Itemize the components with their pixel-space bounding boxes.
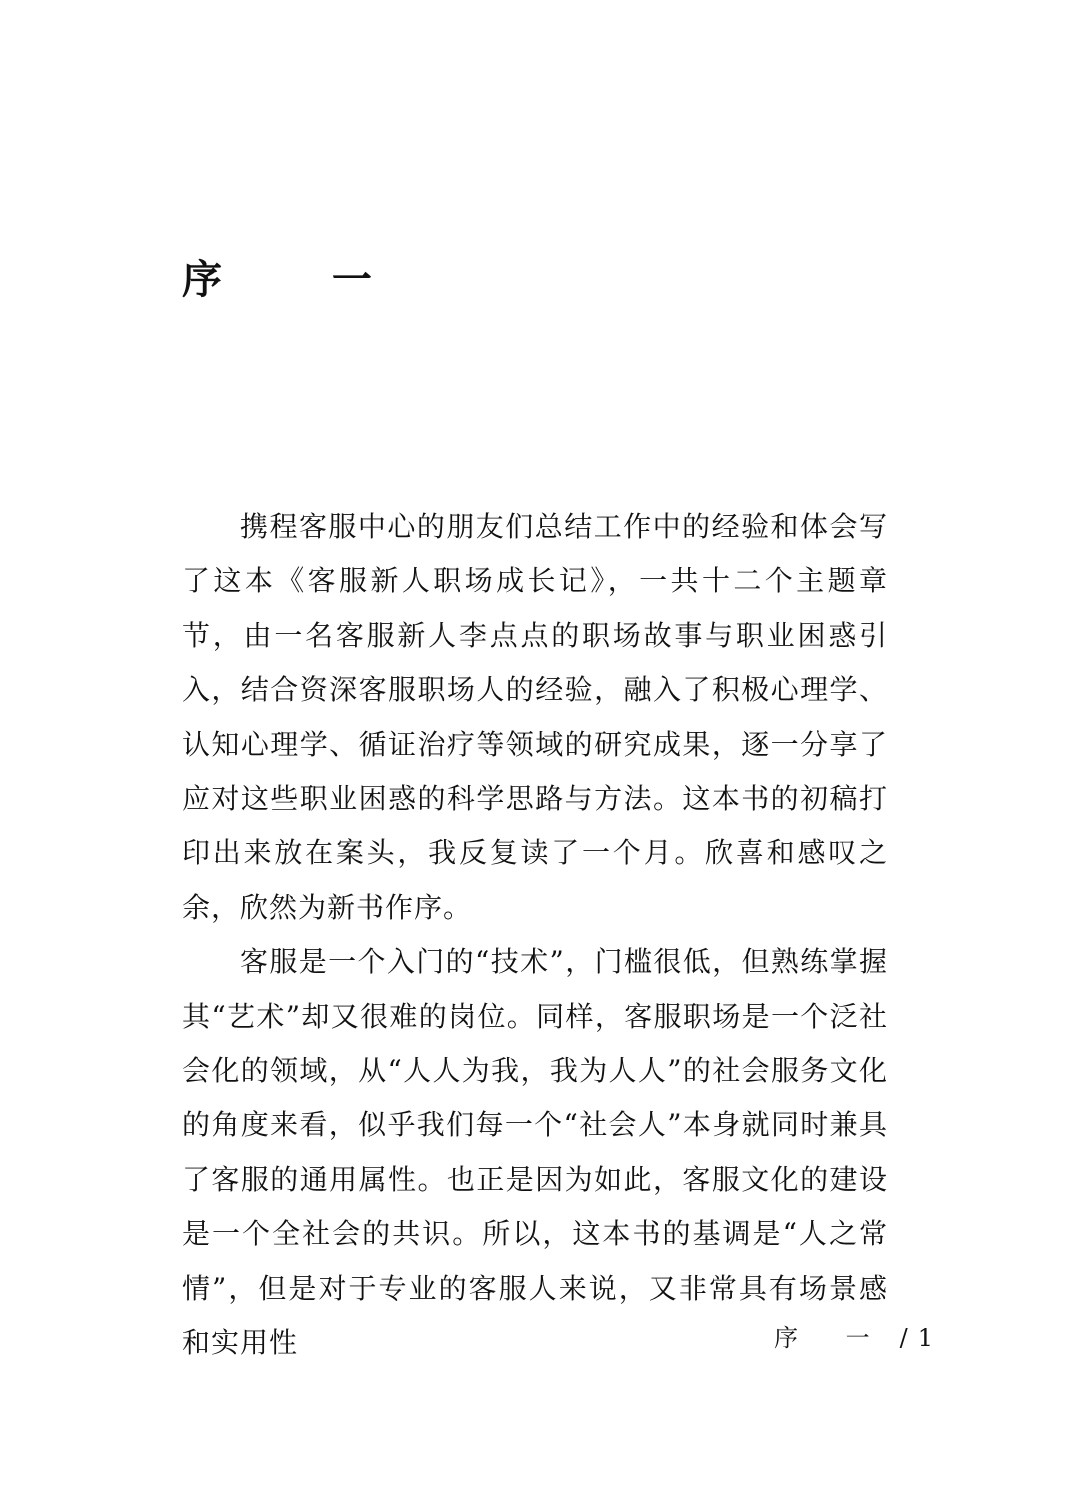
paragraph-2: 客服是一个入门的“技术”，门槛很低，但熟练掌握其“艺术”却又很难的岗位。同样，客服职场是一个泛社会化的领域，从“人人为我，我为人人”的社会服务文化的角度来看，似乎我们每一个“社会人”本身就同时兼具了客服的通用属性。也正是因为如此，客服文化的建设是一个全社会的共识。所以，这本书的基调是“人之常情”，但是对于专业的客服人来说，又非常具有场景感和实用性: [182, 945, 888, 1360]
body-text: [182, 500, 888, 1371]
chapter-title: 序 一: [182, 256, 420, 303]
page-footer: [774, 1323, 933, 1353]
running-head: 序 一: [773, 1324, 890, 1352]
page-number: 1: [917, 1324, 933, 1352]
footer-separator: /: [899, 1324, 908, 1352]
paragraph-1: 携程客服中心的朋友们总结工作中的经验和体会写了这本《客服新人职场成长记》，一共十二个主题章节，由一名客服新人李点点的职场故事与职业困惑引入，结合资深客服职场人的经验，融入了积极心理学、认知心理学、循证治疗等领域的研究成果，逐一分享了应对这些职业困惑的科学思路与方法。这本书的初稿打印出来放在案头，我反复读了一个月。欣喜和感叹之余，欣然为新书作序。: [182, 510, 888, 924]
